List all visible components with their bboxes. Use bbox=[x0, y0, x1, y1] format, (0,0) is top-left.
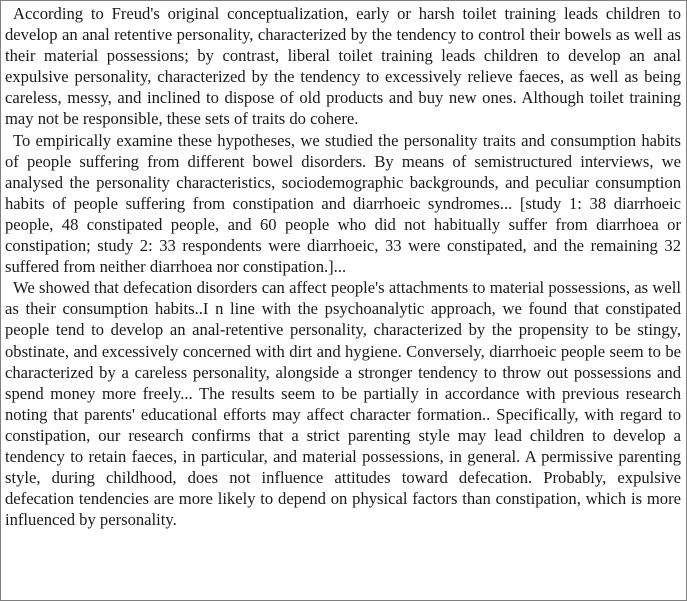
paragraph-study-method: To empirically examine these hypotheses, we studied the personality traits and consumption habits of people suffering from different bowel disorders. By means of semistructured interviews, we analysed the personality characteristics, sociodemographic backgrounds, and peculiar consumption habits of people suffering from constipation and diarrhoeic syndromes... [study 1: 38 diarrhoeic people, 48 constipated people, and 60 people who did not habitually suffer from diarrhoea or constipation; study 2: 33 respondents were diarrhoeic, 33 were constipated, and the remaining 32 suffered from neither diarrhoea nor constipation.]... bbox=[5, 130, 681, 277]
document-body bbox=[1, 1, 686, 530]
paragraph-findings: We showed that defecation disorders can affect people's attachments to material possessions, as well as their consumption habits..I n line with the psychoanalytic approach, we found that constipated people tend to develop an anal-retentive personality, characterized by the propensity to be stingy, obstinate, and excessively concerned with dirt and hygiene. Conversely, diarrhoeic people seem to be characterized by a careless personality, alongside a stronger tendency to throw out possessions and spend money more freely... The results seem to be partially in accordance with previous research noting that parents' educational efforts may affect character formation.. Specifically, with regard to constipation, our research confirms that a strict parenting style may lead children to develop a tendency to retain faeces, in particular, and material possessions, in general. A permissive parenting style, during childhood, does not influence attitudes toward defecation. Probably, expulsive defecation tendencies are more likely to depend on physical factors than constipation, which is more influenced by personality. bbox=[5, 278, 681, 530]
paragraph-freud-conceptualization: According to Freud's original conceptualization, early or harsh toilet training leads children to develop an anal retentive personality, characterized by the tendency to control their bowels as well as their material possessions; by contrast, liberal toilet training leads children to develop an anal expulsive personality, characterized by the tendency to excessively relieve faeces, as well as being careless, messy, and inclined to dispose of old products and buy new ones. Although toilet training may not be responsible, these sets of traits do cohere. bbox=[5, 4, 681, 129]
